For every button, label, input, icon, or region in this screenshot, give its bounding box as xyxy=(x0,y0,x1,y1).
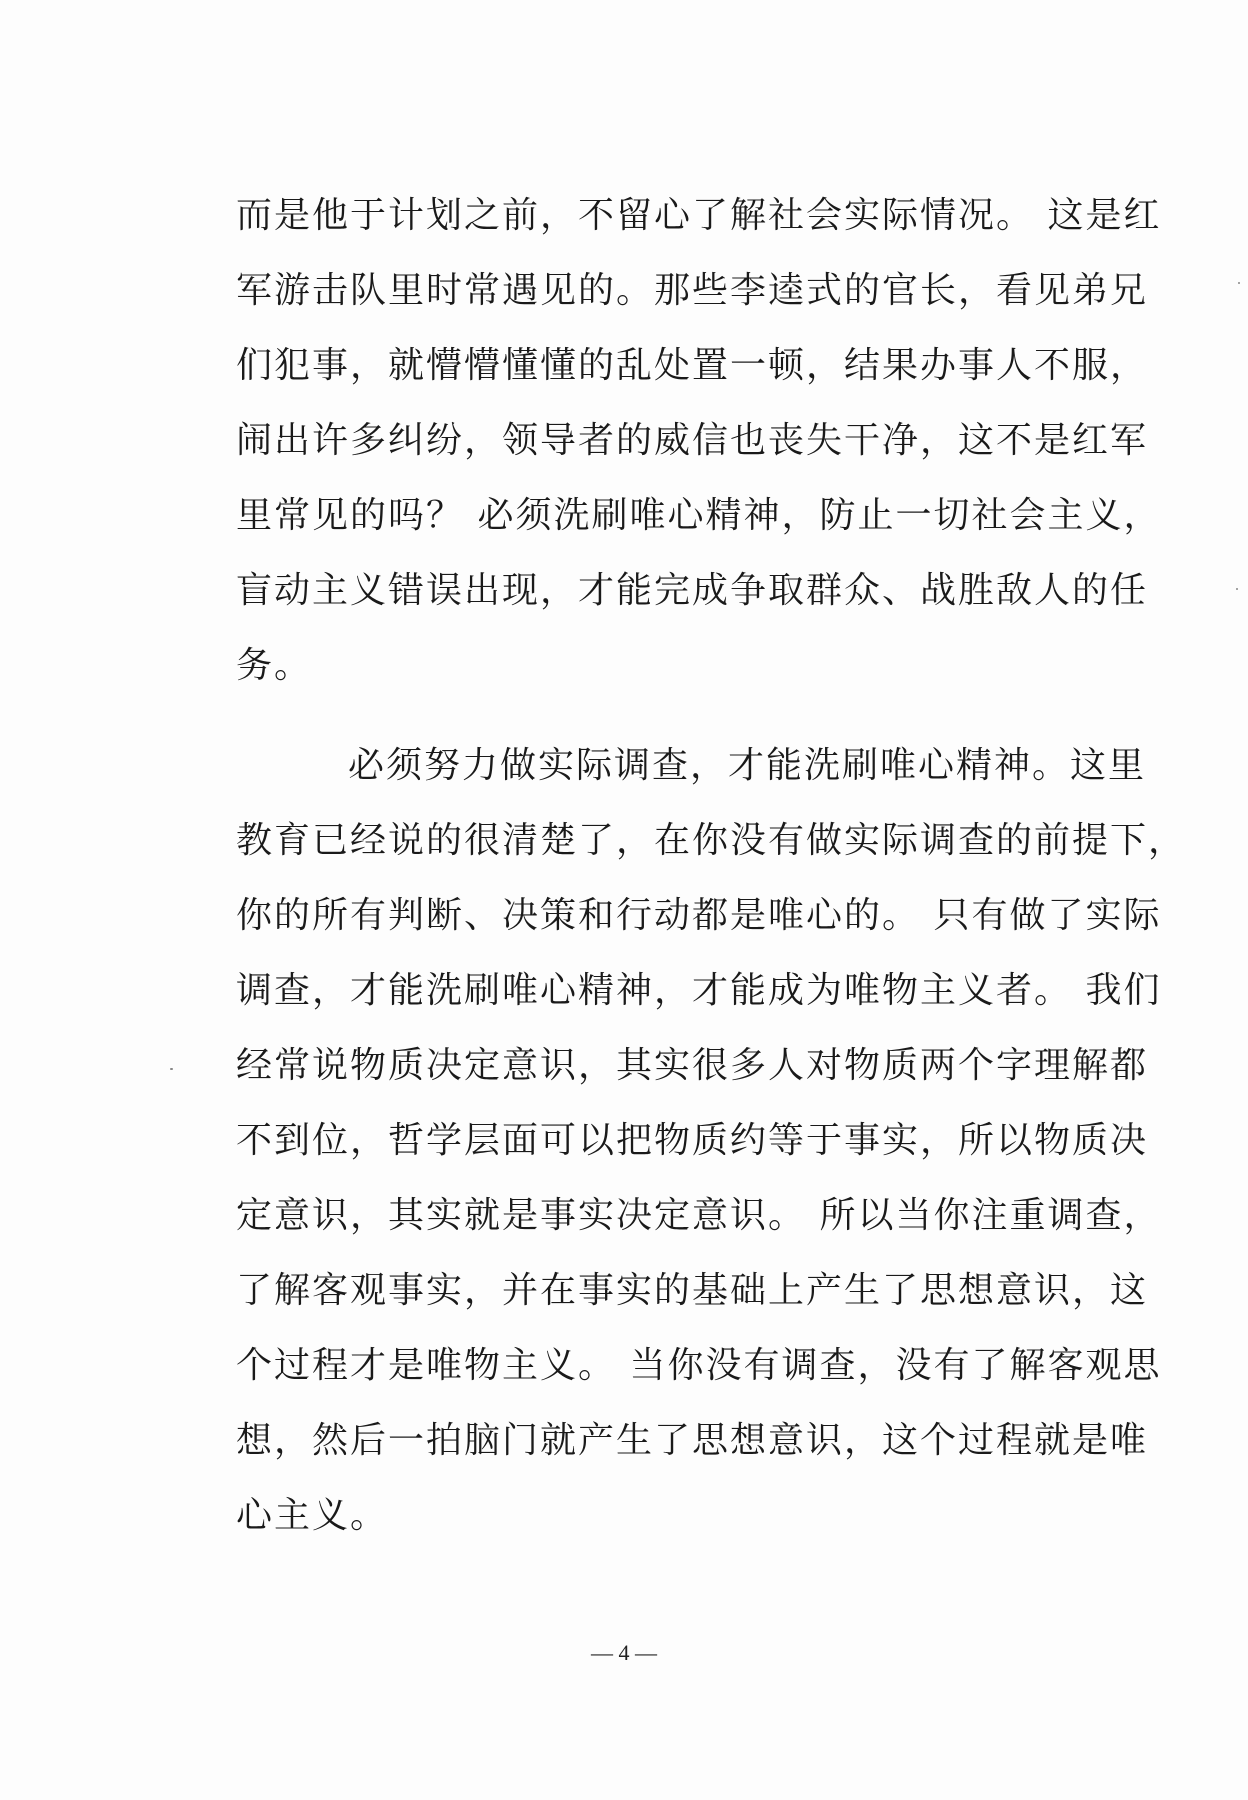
text-line: 教育已经说的很清楚了，在你没有做实际调查的前提下， xyxy=(236,820,1187,861)
text-line: 个过程才是唯物主义。 当你没有调查，没有了解客观思 xyxy=(236,1345,1162,1386)
text-line: 心主义。 xyxy=(236,1495,389,1536)
text-line: 们犯事，就懵懵懂懂的乱处置一顿，结果办事人不服， xyxy=(236,345,1149,386)
text-line: 不到位，哲学层面可以把物质约等于事实，所以物质决 xyxy=(236,1120,1149,1161)
text-line: 闹出许多纠纷，领导者的威信也丧失干净，这不是红军 xyxy=(236,420,1149,461)
text-line: 经常说物质决定意识，其实很多人对物质两个字理解都 xyxy=(236,1045,1149,1086)
scan-speck xyxy=(170,1068,173,1070)
paragraph-1 xyxy=(236,178,1162,703)
text-line: 定意识，其实就是事实决定意识。 所以当你注重调查， xyxy=(236,1195,1162,1236)
text-line: 盲动主义错误出现，才能完成争取群众、战胜敌人的任 xyxy=(236,570,1149,611)
text-line: 了解客观事实，并在事实的基础上产生了思想意识，这 xyxy=(236,1270,1149,1311)
text-line: 调查，才能洗刷唯心精神，才能成为唯物主义者。 我们 xyxy=(236,970,1162,1011)
text-line: 军游击队里时常遇见的。那些李逵式的官长，看见弟兄 xyxy=(236,270,1149,311)
paragraph-2 xyxy=(236,728,1187,1553)
text-line: 想，然后一拍脑门就产生了思想意识，这个过程就是唯 xyxy=(236,1420,1149,1461)
text-line: 务。 xyxy=(236,645,313,686)
text-line: 里常见的吗？ 必须洗刷唯心精神，防止一切社会主义， xyxy=(236,495,1162,536)
page-number: — 4 — xyxy=(591,1640,657,1665)
text-line: 你的所有判断、决策和行动都是唯心的。 只有做了实际 xyxy=(236,895,1162,936)
scan-speck xyxy=(1238,282,1240,284)
scan-speck xyxy=(1236,588,1238,590)
text-line-indented: 必须努力做实际调查，才能洗刷唯心精神。这里 xyxy=(348,745,1147,786)
text-line: 而是他于计划之前，不留心了解社会实际情况。 这是红 xyxy=(236,195,1162,236)
